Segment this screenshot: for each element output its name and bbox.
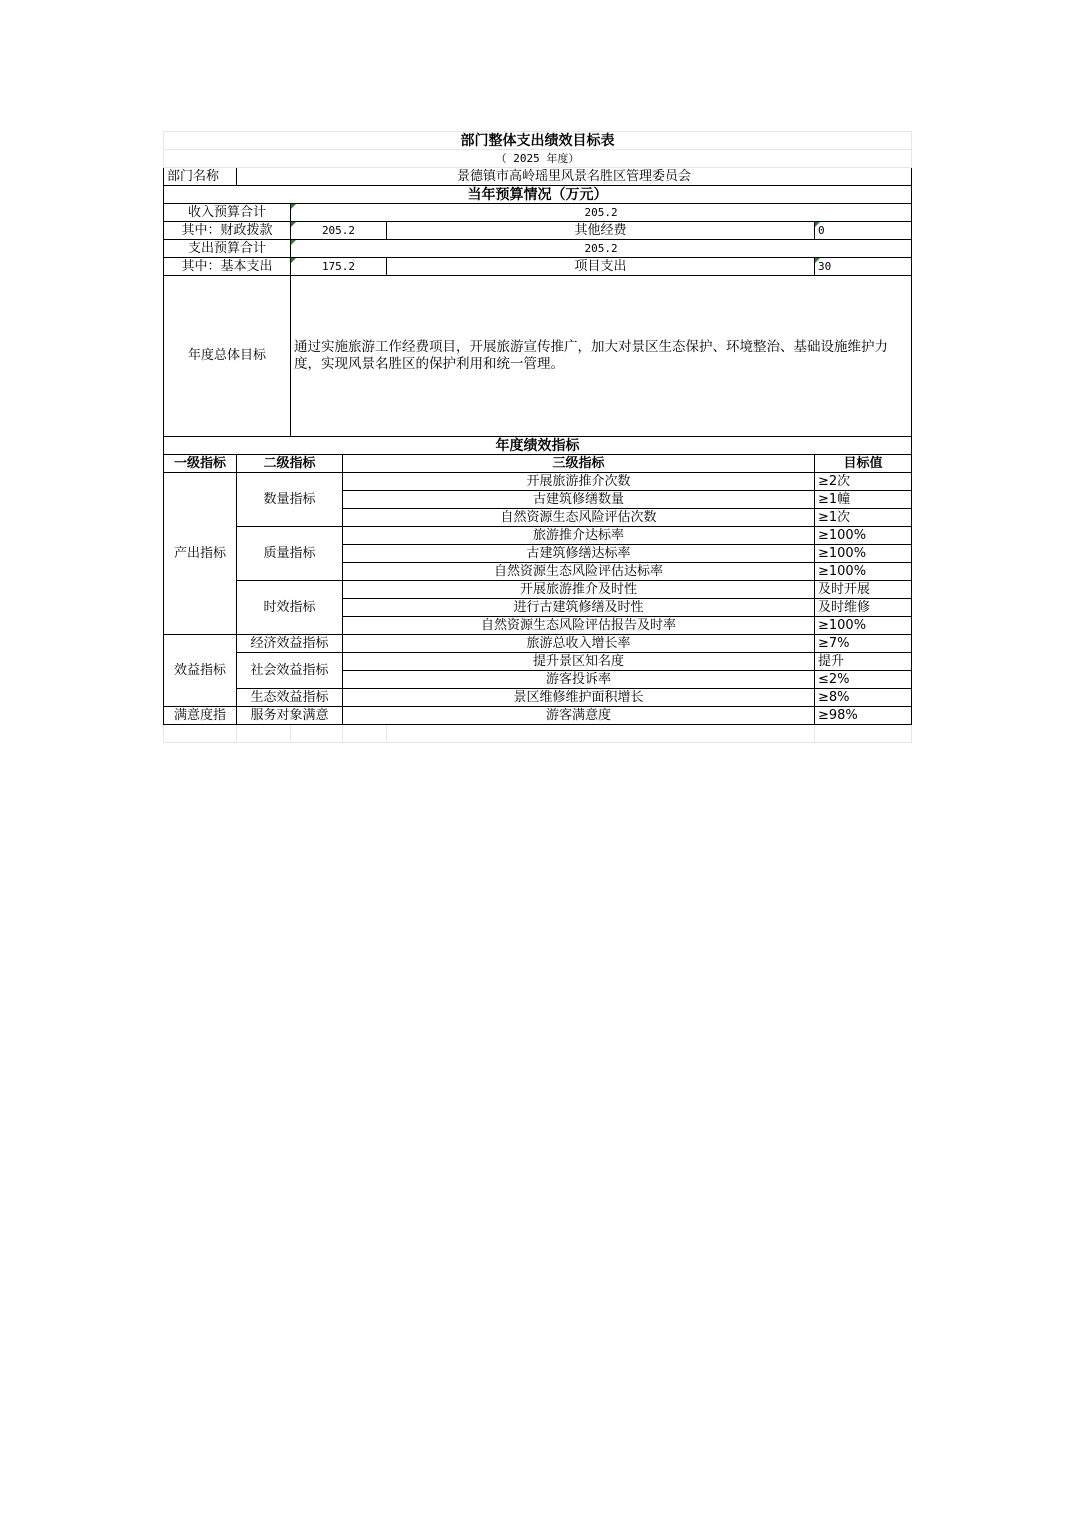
empty-row [164,725,912,743]
perf-header: 年度绩效指标 [164,437,912,455]
indicator-name: 游客投诉率 [343,671,815,689]
table-row [164,689,912,707]
indicator-target: 及时开展 [815,581,912,599]
other-label: 其他经费 [387,222,815,240]
table-row [164,635,912,653]
year-line: （ 2025 年度） [164,150,912,168]
level2-quality: 质量指标 [237,527,343,581]
indicator-target: ≥100% [815,527,912,545]
basic-label: 其中：基本支出 [164,258,291,276]
indicator-target: ≤2% [815,671,912,689]
expense-total-value: 205.2 [291,240,912,258]
indicator-name: 提升景区知名度 [343,653,815,671]
indicator-target: ≥98% [815,707,912,725]
page-title: 部门整体支出绩效目标表 [164,132,912,150]
indicator-name: 自然资源生态风险评估报告及时率 [343,617,815,635]
indicator-target: ≥8% [815,689,912,707]
indicator-target: 提升 [815,653,912,671]
indicator-name: 旅游总收入增长率 [343,635,815,653]
goal-label: 年度总体目标 [164,276,291,437]
indicator-target: ≥100% [815,617,912,635]
indicator-name: 自然资源生态风险评估次数 [343,509,815,527]
indicator-name: 古建筑修缮达标率 [343,545,815,563]
indicator-name: 自然资源生态风险评估达标率 [343,563,815,581]
indicator-target: ≥1次 [815,509,912,527]
indicator-name: 古建筑修缮数量 [343,491,815,509]
level2-economic: 经济效益指标 [237,635,343,653]
level2-service: 服务对象满意 [237,707,343,725]
col-header-level2: 二级指标 [237,455,343,473]
indicator-target: ≥1幢 [815,491,912,509]
indicator-name: 开展旅游推介次数 [343,473,815,491]
indicator-name: 景区维修维护面积增长 [343,689,815,707]
table-row [164,707,912,725]
indicator-name: 旅游推介达标率 [343,527,815,545]
table-row [164,527,912,545]
table-row [164,581,912,599]
fiscal-label: 其中：财政拨款 [164,222,291,240]
indicator-target: ≥2次 [815,473,912,491]
indicator-target: ≥100% [815,563,912,581]
table-row [164,473,912,491]
dept-value: 景德镇市高岭瑶里风景名胜区管理委员会 [237,168,912,186]
fiscal-value: 205.2 [291,222,387,240]
level1-output: 产出指标 [164,473,237,635]
col-header-level3: 三级指标 [343,455,815,473]
level2-timeliness: 时效指标 [237,581,343,635]
col-header-target: 目标值 [815,455,912,473]
level2-eco: 生态效益指标 [237,689,343,707]
expense-total-label: 支出预算合计 [164,240,291,258]
project-value: 30 [815,258,912,276]
basic-value: 175.2 [291,258,387,276]
level1-benefit: 效益指标 [164,635,237,707]
indicator-name: 游客满意度 [343,707,815,725]
performance-target-table [163,131,912,743]
indicator-target: 及时维修 [815,599,912,617]
indicator-name: 开展旅游推介及时性 [343,581,815,599]
level1-satisfaction: 满意度指 [164,707,237,725]
income-total-value: 205.2 [291,204,912,222]
level2-social: 社会效益指标 [237,653,343,689]
goal-text: 通过实施旅游工作经费项目，开展旅游宣传推广，加大对景区生态保护、环境整治、基础设施维护力度，实现风景名胜区的保护利用和统一管理。 [291,276,912,437]
indicator-target: ≥100% [815,545,912,563]
indicator-target: ≥7% [815,635,912,653]
dept-label: 部门名称 [164,168,237,186]
level2-quantity: 数量指标 [237,473,343,527]
col-header-level1: 一级指标 [164,455,237,473]
other-value: 0 [815,222,912,240]
indicator-name: 进行古建筑修缮及时性 [343,599,815,617]
budget-header: 当年预算情况（万元） [164,186,912,204]
project-label: 项目支出 [387,258,815,276]
income-total-label: 收入预算合计 [164,204,291,222]
table-row [164,653,912,671]
